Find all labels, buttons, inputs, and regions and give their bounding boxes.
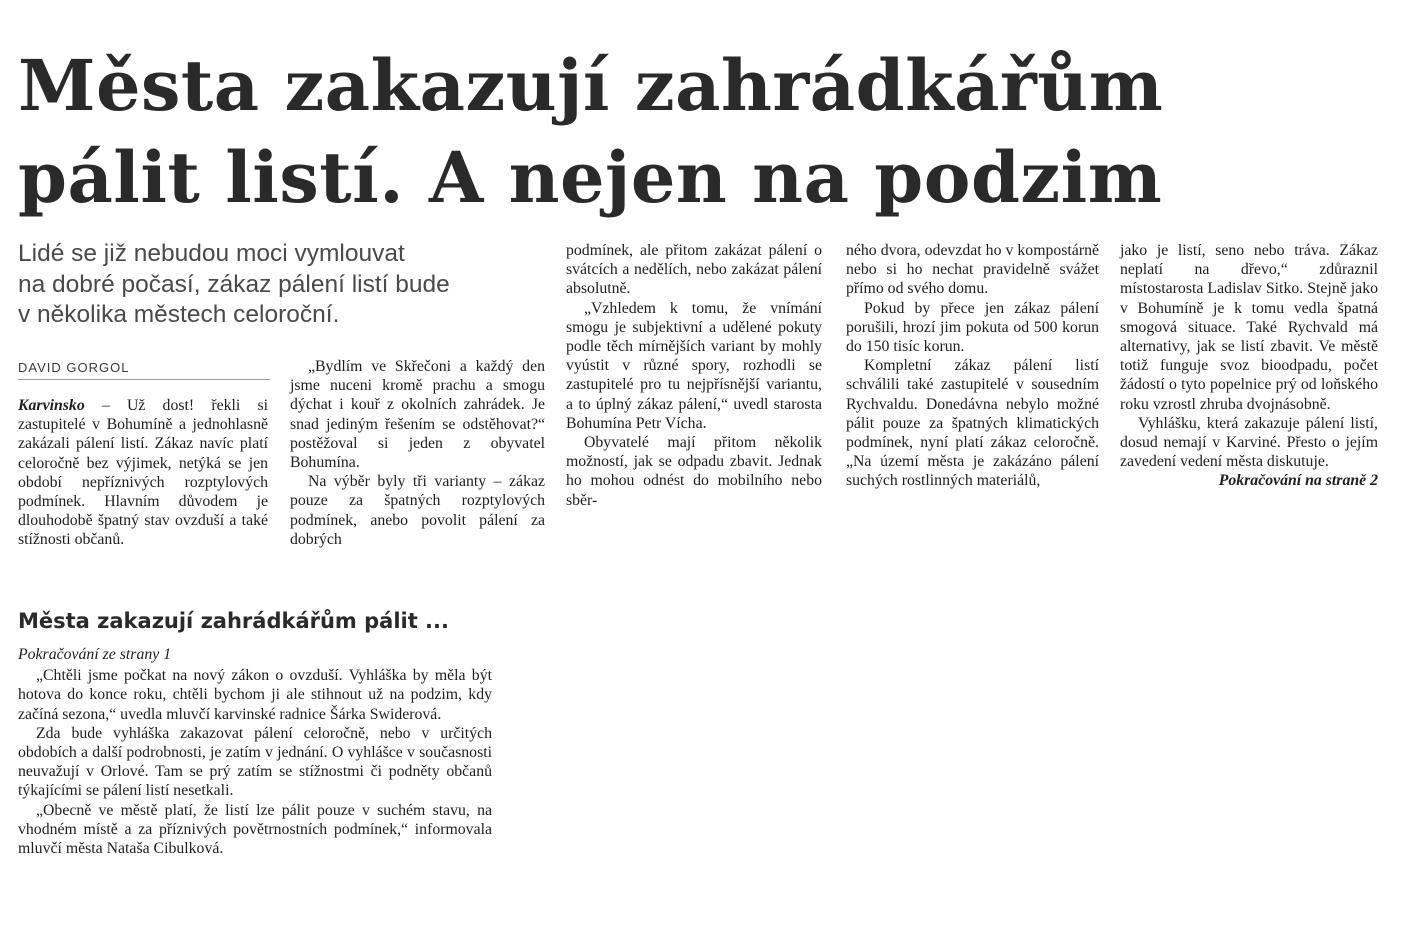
- paragraph-1: [18, 396, 268, 550]
- paragraph-5: Obyvatelé mají přitom několik možností, jak se odpadu zbavit. Jednak ho mohou odnést do mobilního nebo sběr-: [566, 434, 822, 509]
- column-3: [566, 241, 822, 510]
- lead-line-2: na dobré počasí, zákaz pálení listí bude: [18, 270, 450, 298]
- column-1: [18, 396, 268, 550]
- column-5: [1120, 241, 1378, 491]
- column-4: [846, 241, 1099, 491]
- paragraph-8: Vyhlášku, která zakazuje pálení listí, dosud nemají v Karviné. Přesto o jejím zavedení vedení města diskutuje.: [1120, 414, 1378, 471]
- paragraph-3: Na výběr byly tři varianty – zákaz pouze za špatných rozptylových podmínek, anebo povolit pálení za dobrých: [290, 473, 545, 548]
- paragraph-1-text: – Už dost! řekli si zastupitelé v Bohumíně a jednohlasně zakázali pálení listí. Zákaz navíc platí celoročně bez výjimek, netýká se jen období nepříznivých rozptylových podmínek. Hlavním důvodem je dlouhodobě špatný stav ovzduší a také stížnosti občanů.: [18, 397, 268, 549]
- headline-line-2: pálit listí. A nejen na podzim: [18, 136, 1163, 219]
- continued-from-note: Pokračování ze strany 1: [18, 646, 172, 663]
- lead-line-3: v několika městech celoroční.: [18, 301, 340, 328]
- paragraph-2: „Bydlím ve Skřečoni a každý den jsme nuceni kromě prachu a smogu dýchat i kouř z okolních zahrádek. Je snad jediným řešením se odstěhovat?“ postěžoval si jeden z obyvatel Bohumína.: [290, 358, 545, 472]
- paragraph-6: Pokud by přece jen zákaz pálení porušili, hrozí jim pokuta od 500 korun do 150 tisíc korun.: [846, 299, 1099, 356]
- continuation-paragraph-3: „Obecně ve městě platí, že listí lze pálit pouze v suchém stavu, na vhodném místě a za příznivých povětrnostních podmínek,“ informovala mluvčí města Nataša Cibulková.: [18, 801, 492, 858]
- paragraph-7-continued: jako je listí, seno nebo tráva. Zákaz neplatí na dřevo,“ zdůraznil místostarosta Ladislav Sitko. Stejně jako v Bohumíně je k tomu vedla špatná smogová situace. Také Rychvald má alternativy, jak se listí zbavit. Ve městě totiž funguje svoz bioodpadu, počet žádostí o tyto popelnice prý od loňského roku vzrostl zhruba dvojnásobně.: [1120, 242, 1378, 413]
- continuation-headline: Města zakazují zahrádkářům pálit ...: [18, 609, 449, 633]
- headline: [18, 40, 1398, 224]
- lead-line-1: Lidé se již nebudou moci vymlouvat: [18, 240, 405, 267]
- continuation-paragraph-2: Zda bude vyhláška zakazovat pálení celoročně, nebo v určitých obdobích a další podrobnosti, je zatím v jednání. O vyhlášce v současnosti neuvažují v Orlové. Tam se prý zatím se stížnostmi či podněty občanů týkajícími se pálení listí nesetkali.: [18, 724, 492, 800]
- column-2: [290, 357, 545, 549]
- dateline-place: Karvinsko: [18, 397, 85, 414]
- paragraph-7: Kompletní zákaz pálení listí schválili také zastupitelé v sousedním Rychvaldu. Donedávna nebylo možné pálit pouze za špatných klimatických podmínek, nyní platí zákaz celoročně. „Na území města je zakázáno pálení suchých rostlinných materiálů,: [846, 357, 1099, 490]
- byline: DAVID GORGOL: [18, 360, 270, 380]
- paragraph-4: „Vzhledem k tomu, že vnímání smogu je subjektivní a udělené pokuty podle těch mírnějších variant by mohly vyústit v různé spory, rozhodli se zastupitelé pro tu nejpřísnější variantu, a to úplný zákaz pálení,“ uvedl starosta Bohumína Petr Vícha.: [566, 299, 822, 432]
- continued-on-page-note: Pokračování na straně 2: [1218, 472, 1378, 490]
- continuation-paragraph-1: „Chtěli jsme počkat na nový zákon o ovzduší. Vyhláška by měla být hotova do konce roku, chtěli bychom ji ale stihnout už na podzim, kdy začíná sezona,“ uvedla mluvčí karvinské radnice Šárka Swiderová.: [18, 667, 492, 723]
- continuation-body: [18, 645, 492, 858]
- headline-line-1: Města zakazují zahrádkářům: [18, 44, 1164, 127]
- paragraph-5-continued: ného dvora, odevzdat ho v kompostárně nebo si ho nechat pravidelně svážet přímo od svého domu.: [846, 242, 1099, 298]
- lead-paragraph: [18, 239, 538, 331]
- paragraph-3-continued: podmínek, ale přitom zakázat pálení o svátcích a nedělích, nebo zakázat pálení absolutně.: [566, 242, 822, 298]
